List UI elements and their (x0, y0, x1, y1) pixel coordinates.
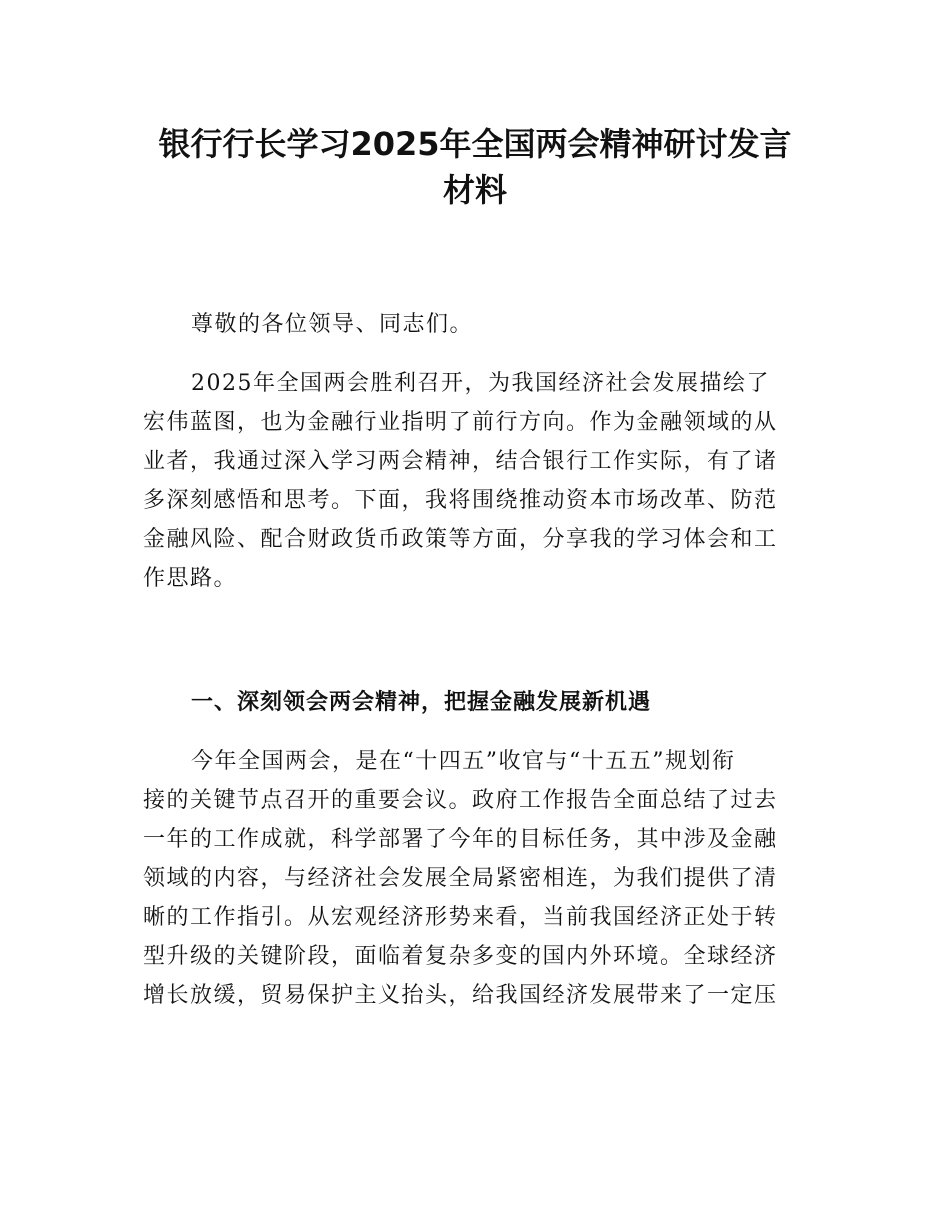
paragraph-line: 增长放缓，贸易保护主义抬头，给我国经济发展带来了一定压 (143, 983, 778, 1008)
section-heading: 一、深刻领会两会精神，把握金融发展新机遇 (191, 690, 652, 715)
paragraph-line: 今年全国两会，是在“十四五”收官与“十五五”规划衔 (191, 749, 736, 774)
document-title-line-1: 银行行长学习2025年全国两会精神研讨发言 (158, 125, 792, 163)
paragraph-line: 一年的工作成就，科学部署了今年的目标任务，其中涉及金融 (143, 827, 778, 852)
greeting-paragraph (143, 305, 813, 344)
document-title-line-2: 材料 (442, 171, 507, 209)
paragraph-line: 领域的内容，与经济社会发展全局紧密相连，为我们提供了清 (143, 866, 778, 891)
paragraph-line: 作思路。 (143, 566, 238, 591)
section1-paragraph (143, 742, 813, 1015)
paragraph-line: 宏伟蓝图，也为金融行业指明了前行方向。作为金融领域的从 (143, 410, 778, 435)
paragraph-line: 金融风险、配合财政货币政策等方面，分享我的学习体会和工 (143, 527, 778, 552)
greeting-text: 尊敬的各位领导、同志们。 (191, 312, 474, 337)
intro-paragraph (143, 364, 813, 598)
paragraph-line: 2025年全国两会胜利召开，为我国经济社会发展描绘了 (191, 371, 770, 396)
paragraph-line: 业者，我通过深入学习两会精神，结合银行工作实际，有了诸 (143, 449, 778, 474)
paragraph-line: 晰的工作指引。从宏观经济形势来看，当前我国经济正处于转 (143, 905, 778, 930)
paragraph-line: 多深刻感悟和思考。下面，我将围绕推动资本市场改革、防范 (143, 488, 778, 513)
paragraph-line: 接的关键节点召开的重要会议。政府工作报告全面总结了过去 (143, 788, 778, 813)
paragraph-line: 型升级的关键阶段，面临着复杂多变的国内外环境。全球经济 (143, 944, 778, 969)
